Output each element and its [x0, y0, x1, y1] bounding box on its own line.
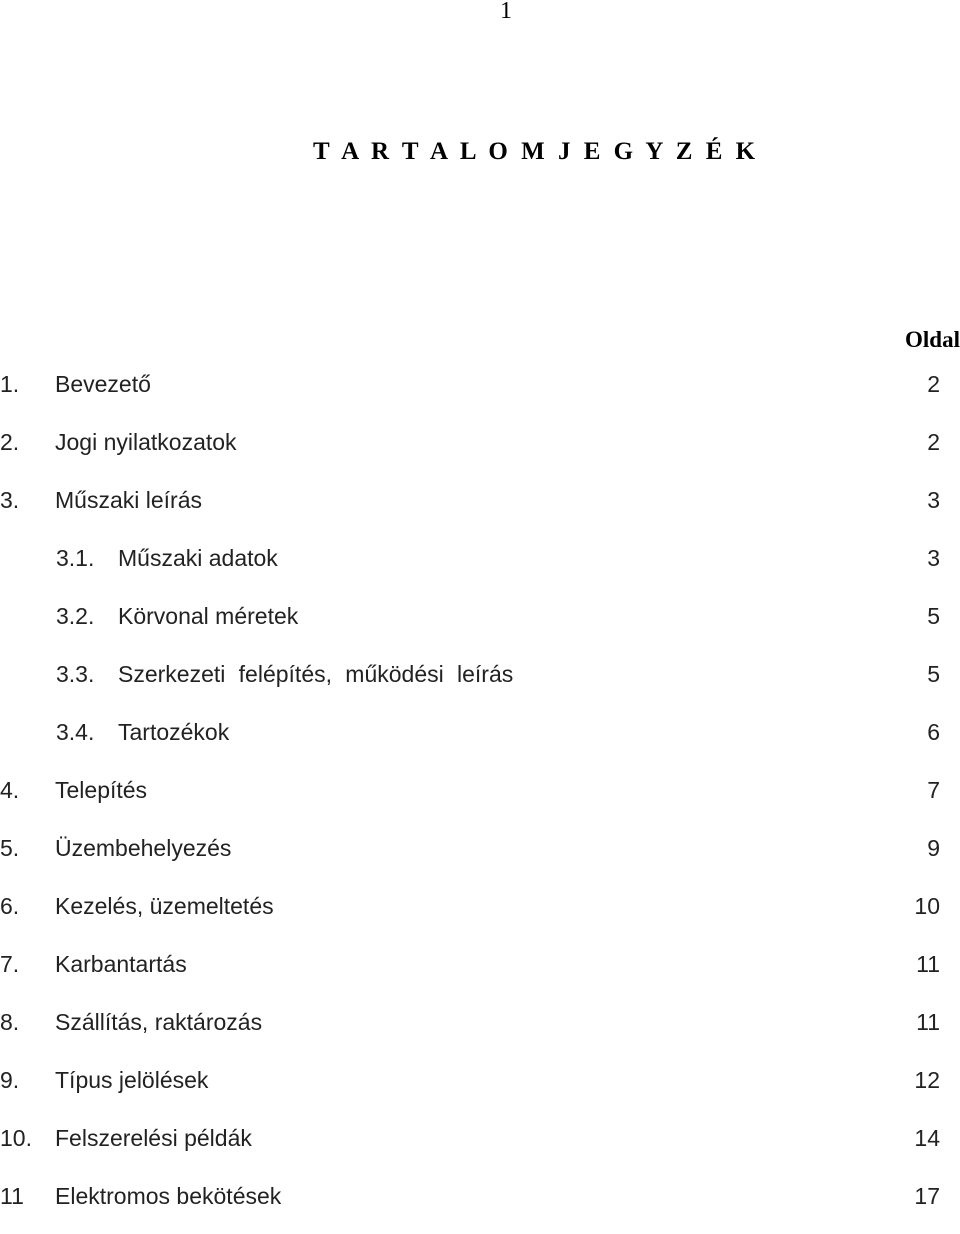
toc-subentry-tartozekok[interactable]	[0, 712, 960, 770]
toc-entry-number: 5.	[0, 835, 20, 861]
toc-entry-number: 3.1.	[56, 545, 95, 571]
toc-entry-label: Telepítés	[55, 777, 148, 803]
toc-entry-jogi-nyilatkozatok[interactable]	[0, 422, 960, 480]
toc-entry-bevezeto[interactable]	[0, 364, 960, 422]
toc-entry-elektromos-bekotesek[interactable]	[0, 1176, 960, 1234]
toc-entry-number: 10.	[0, 1125, 32, 1151]
toc-entry-muszaki-leiras[interactable]	[0, 480, 960, 538]
toc-entry-page: 11	[916, 1009, 940, 1035]
toc-entry-szallitas-raktarozas[interactable]	[0, 1002, 960, 1060]
toc-entry-page: 3	[927, 545, 940, 571]
toc-entry-karbantartas[interactable]	[0, 944, 960, 1002]
toc-subentry-muszaki-adatok[interactable]	[0, 538, 960, 596]
toc-entry-page: 12	[914, 1067, 940, 1093]
toc-subentry-szerkezeti-felepites[interactable]	[0, 654, 960, 712]
toc-entry-number: 11	[0, 1183, 24, 1209]
toc-entry-page: 5	[927, 661, 940, 687]
toc-entry-label: Karbantartás	[55, 951, 187, 977]
toc-entry-label: Műszaki leírás	[55, 487, 202, 513]
toc-entry-label: Felszerelési példák	[55, 1125, 252, 1151]
toc-entry-page: 17	[914, 1183, 940, 1209]
toc-entry-page: 3	[927, 487, 940, 513]
toc-entry-label: Műszaki adatok	[118, 545, 278, 571]
toc-entry-label: Tartozékok	[118, 719, 230, 745]
toc-entry-label: Üzembehelyezés	[55, 835, 232, 861]
toc-entry-page: 2	[927, 429, 940, 455]
toc-entry-number: 3.2.	[56, 603, 95, 629]
toc-entry-page: 5	[927, 603, 940, 629]
page-column-header: Oldal	[905, 327, 960, 352]
page-number: 1	[500, 0, 512, 24]
toc-entry-felszerelesi-peldak[interactable]	[0, 1118, 960, 1176]
toc-subentry-korvonal-meretek[interactable]	[0, 596, 960, 654]
toc-entry-label: Körvonal méretek	[118, 603, 299, 629]
toc-entry-page: 9	[927, 835, 940, 861]
toc-entry-number: 6.	[0, 893, 20, 919]
toc-entry-number: 4.	[0, 777, 20, 803]
toc-entry-page: 10	[914, 893, 940, 919]
toc-entry-page: 2	[927, 371, 940, 397]
toc-list	[0, 364, 960, 1234]
toc-entry-label: Elektromos bekötések	[55, 1183, 282, 1209]
toc-entry-tipus-jelolesek[interactable]	[0, 1060, 960, 1118]
toc-entry-number: 8.	[0, 1009, 20, 1035]
toc-entry-label: Szállítás, raktározás	[55, 1009, 263, 1035]
toc-entry-page: 11	[916, 951, 940, 977]
toc-entry-number: 7.	[0, 951, 20, 977]
toc-entry-number: 3.4.	[56, 719, 95, 745]
toc-entry-uzembehelyezes[interactable]	[0, 828, 960, 886]
toc-entry-kezeles-uzemeltetes[interactable]	[0, 886, 960, 944]
toc-entry-telepites[interactable]	[0, 770, 960, 828]
toc-entry-number: 2.	[0, 429, 20, 455]
toc-entry-number: 3.	[0, 487, 20, 513]
toc-entry-label: Szerkezeti felépítés, működési leírás	[118, 661, 514, 687]
toc-title: T A R T A L O M J E G Y Z É K	[313, 138, 759, 165]
toc-entry-page: 6	[927, 719, 940, 745]
toc-entry-label: Jogi nyilatkozatok	[55, 429, 237, 455]
toc-entry-page: 14	[914, 1125, 940, 1151]
toc-entry-number: 9.	[0, 1067, 20, 1093]
toc-entry-label: Bevezető	[55, 371, 151, 397]
toc-entry-label: Típus jelölések	[55, 1067, 209, 1093]
toc-entry-number: 1.	[0, 371, 20, 397]
toc-entry-number: 3.3.	[56, 661, 95, 687]
toc-entry-label: Kezelés, üzemeltetés	[55, 893, 274, 919]
toc-entry-page: 7	[927, 777, 940, 803]
